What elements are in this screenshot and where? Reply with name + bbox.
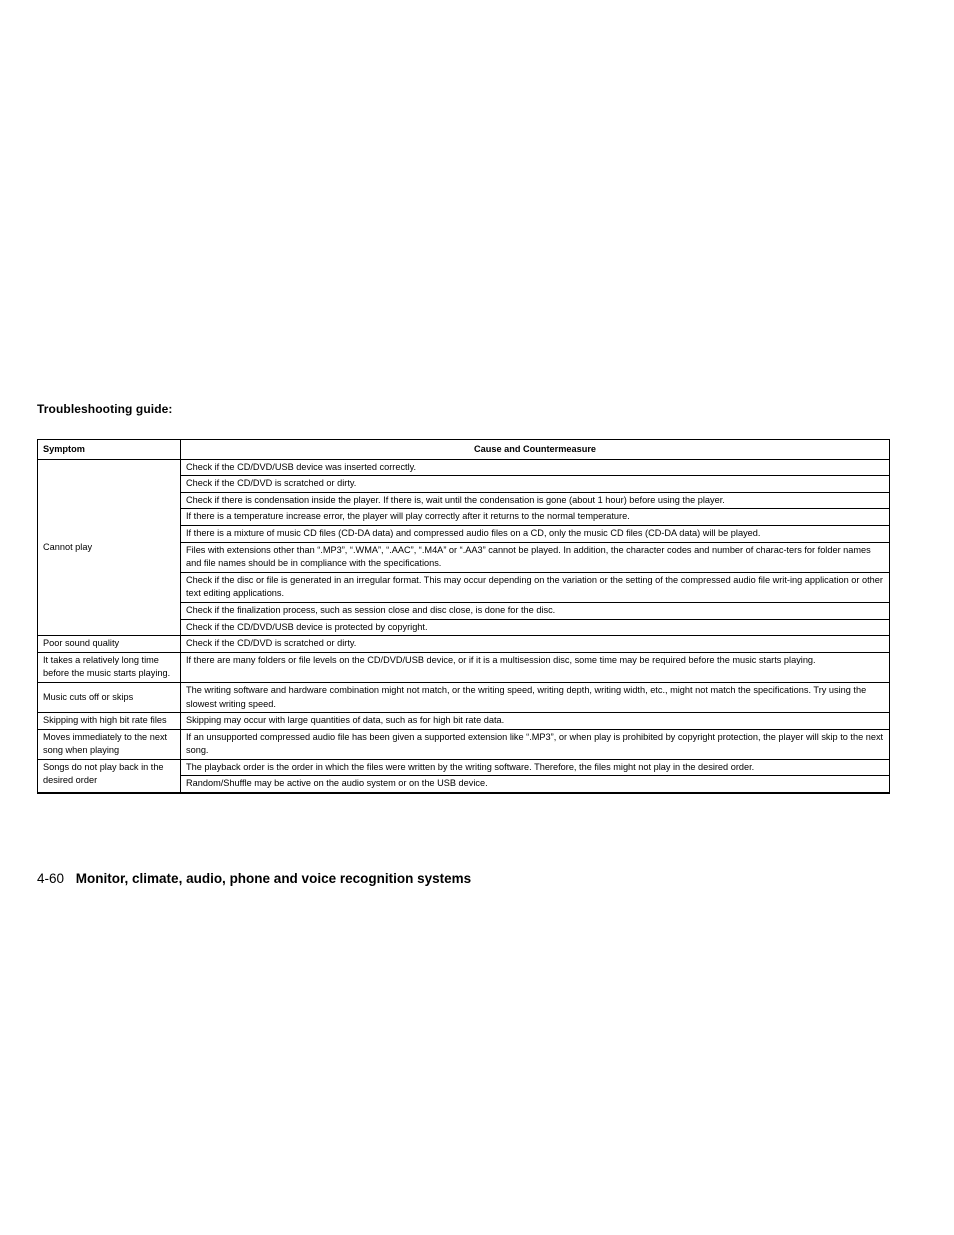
table-row: [38, 713, 890, 730]
page-number: 4-60: [37, 871, 65, 886]
section-heading: Troubleshooting guide:: [37, 402, 173, 416]
table-row: [38, 729, 890, 759]
cause-cell: Check if the disc or file is generated in an irregular format. This may occur depending on the variation or the setting of the compressed audio file writ-ing application or other text editing applications.: [181, 572, 890, 602]
symptom-cell: It takes a relatively long time before the music starts playing.: [38, 652, 181, 682]
cause-cell: Skipping may occur with large quantities of data, such as for high bit rate data.: [181, 713, 890, 730]
cause-column-header: Cause and Countermeasure: [181, 440, 890, 460]
cause-cell: Check if the CD/DVD/USB device was inserted correctly.: [181, 459, 890, 476]
cause-cell: The writing software and hardware combination might not match, or the writing speed, writing depth, writing width, etc., might not match the specifications. Try using the slowest writing speed.: [181, 682, 890, 712]
symptom-column-header: Symptom: [38, 440, 181, 460]
symptom-cell: Poor sound quality: [38, 636, 181, 653]
cause-cell: Random/Shuffle may be active on the audio system or on the USB device.: [181, 776, 890, 793]
cause-cell: Check if there is condensation inside the player. If there is, wait until the condensation is gone (about 1 hour) before using the player.: [181, 492, 890, 509]
cause-cell: If there are many folders or file levels on the CD/DVD/USB device, or if it is a multisession disc, some time may be required before the music starts playing.: [181, 652, 890, 682]
symptom-cell: Music cuts off or skips: [38, 682, 181, 712]
chapter-title: Monitor, climate, audio, phone and voice recognition systems: [75, 871, 472, 886]
cause-cell: Check if the CD/DVD is scratched or dirty.: [181, 636, 890, 653]
table-row: [38, 759, 890, 776]
cause-cell: The playback order is the order in which the files were written by the writing software. Therefore, the files might not play in the desired order.: [181, 759, 890, 776]
cause-cell: Check if the CD/DVD is scratched or dirty.: [181, 476, 890, 493]
table-row: [38, 652, 890, 682]
symptom-cell: Songs do not play back in the desired order: [38, 759, 181, 793]
cause-cell: Files with extensions other than “.MP3”, “.WMA”, “.AAC”, “.M4A” or “.AA3” cannot be played. In addition, the character codes and number of charac-ters for folder names and file names should be in compliance with the specifications.: [181, 542, 890, 572]
table-row: [38, 682, 890, 712]
cause-cell: Check if the finalization process, such as session close and disc close, is done for the disc.: [181, 602, 890, 619]
page-footer: [37, 871, 471, 886]
cause-cell: Check if the CD/DVD/USB device is protected by copyright.: [181, 619, 890, 636]
cause-cell: If an unsupported compressed audio file has been given a supported extension like “.MP3”, or when play is prohibited by copyright protection, the player will skip to the next song.: [181, 729, 890, 759]
table-header-row: [38, 440, 890, 460]
troubleshooting-table: [37, 439, 890, 794]
table-body: [38, 459, 890, 793]
cause-cell: If there is a temperature increase error, the player will play correctly after it returns to the normal temperature.: [181, 509, 890, 526]
table-row: [38, 459, 890, 476]
table-row: [38, 636, 890, 653]
symptom-cell: Moves immediately to the next song when playing: [38, 729, 181, 759]
symptom-cell: Cannot play: [38, 459, 181, 636]
symptom-cell: Skipping with high bit rate files: [38, 713, 181, 730]
cause-cell: If there is a mixture of music CD files (CD-DA data) and compressed audio files on a CD, only the music CD files (CD-DA data) will be played.: [181, 525, 890, 542]
